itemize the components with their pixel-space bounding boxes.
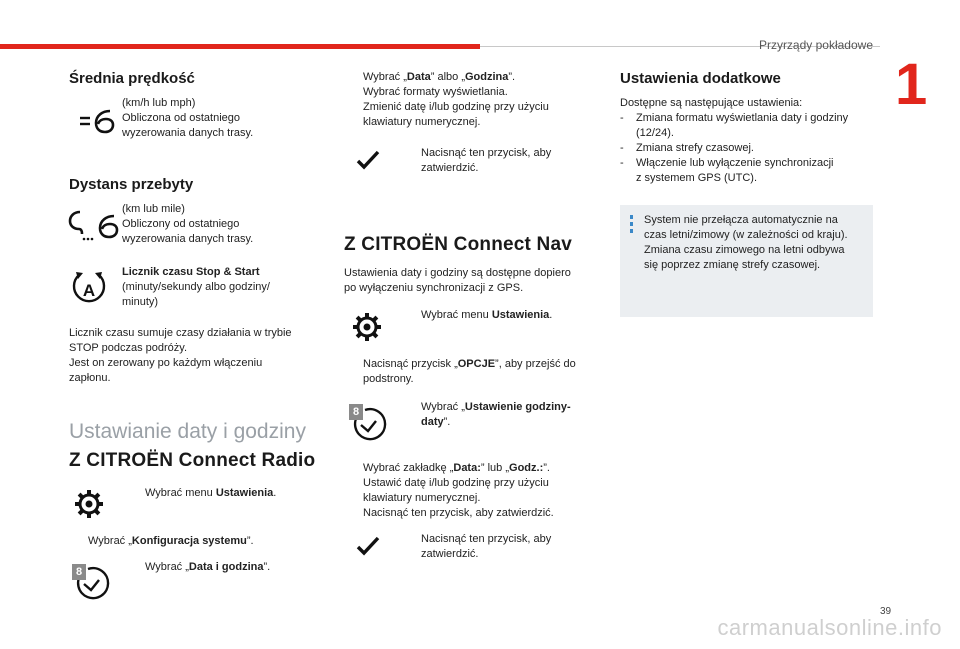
info-icon [630, 215, 633, 235]
nav-title: Z CITROËN Connect Nav [344, 234, 572, 255]
avg-speed-title: Średnia prędkość [69, 70, 195, 87]
distance-title: Dystans przebyty [69, 176, 194, 193]
nav-step-4: Wybrać zakładkę „Data:” lub „Godz.:”. [363, 462, 550, 474]
nav-step-1: Wybrać menu Ustawienia. [421, 309, 553, 321]
step-badge: 8 [72, 564, 86, 580]
stop-start-icon [71, 270, 107, 306]
avg-speed-line-3: wyzerowania danych trasy. [122, 127, 254, 139]
nav-confirm: Nacisnąć ten przycisk, aby zatwierdzić. [421, 533, 552, 560]
radio-step-6: Zmienić datę i/lub godzinę przy użyciu klawiatury numerycznej. [363, 101, 549, 128]
header-title: Przyrządy pokładowe [758, 38, 873, 52]
list-item: - Włączenie lub wyłączenie synchronizacji z systemem GPS (UTC). [620, 157, 834, 184]
note-line-2: czas letni/zimowy (w zależności od kraju). [644, 229, 848, 241]
distance-line-3: wyzerowania danych trasy. [122, 233, 254, 245]
list-item: - Zmiana strefy czasowej. [620, 142, 754, 154]
list-item: - Zmiana formatu wyświetlania daty i godziny (12/24). [620, 112, 849, 139]
radio-step-5: Wybrać formaty wyświetlania. [363, 86, 508, 98]
note-line-4: się poprzez zmianę strefy czasowej. [644, 259, 821, 271]
avg-speed-line-1: (km/h lub mph) [122, 97, 196, 109]
nav-step-2: Nacisnąć przycisk „OPCJE”, aby przejść do podstrony. [363, 358, 576, 385]
additional-settings-intro: Dostępne są następujące ustawienia: [620, 97, 803, 109]
nav-text-1: Ustawienia daty i godziny są dostępne dopiero [344, 267, 571, 279]
stopstart-title: Licznik czasu Stop & Start [122, 266, 260, 278]
nav-step-5: Ustawić datę i/lub godzinę przy użyciu klawiatury numerycznej. [363, 477, 549, 504]
radio-step-4: Wybrać „Data” albo „Godzina”. [363, 71, 516, 83]
step-badge: 8 [349, 404, 363, 420]
header-red-bar [0, 44, 480, 49]
checkmark-icon [356, 150, 380, 170]
stopstart-paragraph-4: zapłonu. [69, 372, 111, 384]
radio-step-1: Wybrać menu Ustawienia. [145, 487, 277, 499]
radio-confirm: Nacisnąć ten przycisk, aby zatwierdzić. [421, 147, 552, 174]
nav-text-2: po wyłączeniu synchronizacji z GPS. [344, 282, 524, 294]
page-number: 39 [880, 606, 892, 617]
section-title-date-time: Ustawianie daty i godziny [69, 420, 306, 443]
checkmark-icon [356, 536, 380, 556]
stopstart-paragraph-1: Licznik czasu sumuje czasy działania w trybie [69, 327, 292, 339]
nav-step-3: Wybrać „Ustawienie godziny- daty”. [421, 401, 571, 428]
info-note [620, 205, 873, 317]
additional-settings-title: Ustawienia dodatkowe [620, 70, 781, 87]
avg-speed-line-2: Obliczona od ostatniego [122, 112, 241, 124]
gear-icon [74, 489, 104, 519]
radio-title: Z CITROËN Connect Radio [69, 450, 316, 471]
note-line-1: System nie przełącza automatycznie na [644, 214, 838, 226]
radio-step-3: Wybrać „Data i godzina”. [145, 561, 271, 573]
distance-icon [64, 210, 120, 242]
stopstart-line-2: minuty) [122, 296, 159, 308]
chapter-number: 1 [895, 52, 928, 117]
stopstart-paragraph-3: Jest on zerowany po każdym włączeniu [69, 357, 263, 369]
svg-text:A: A [82, 281, 96, 300]
distance-line-1: (km lub mile) [122, 203, 185, 215]
note-line-3: Zmiana czasu zimowego na letni odbywa [644, 244, 845, 256]
watermark: carmanualsonline.info [717, 615, 942, 640]
avg-speed-icon [76, 108, 118, 134]
stopstart-line-1: (minuty/sekundy albo godziny/ [122, 281, 270, 293]
stopstart-paragraph-2: STOP podczas podróży. [69, 342, 188, 354]
distance-line-2: Obliczony od ostatniego [122, 218, 240, 230]
nav-step-6: Nacisnąć ten przycisk, aby zatwierdzić. [363, 507, 554, 519]
gear-icon [352, 312, 382, 342]
radio-step-2: Wybrać „Konfiguracja systemu”. [88, 535, 254, 547]
